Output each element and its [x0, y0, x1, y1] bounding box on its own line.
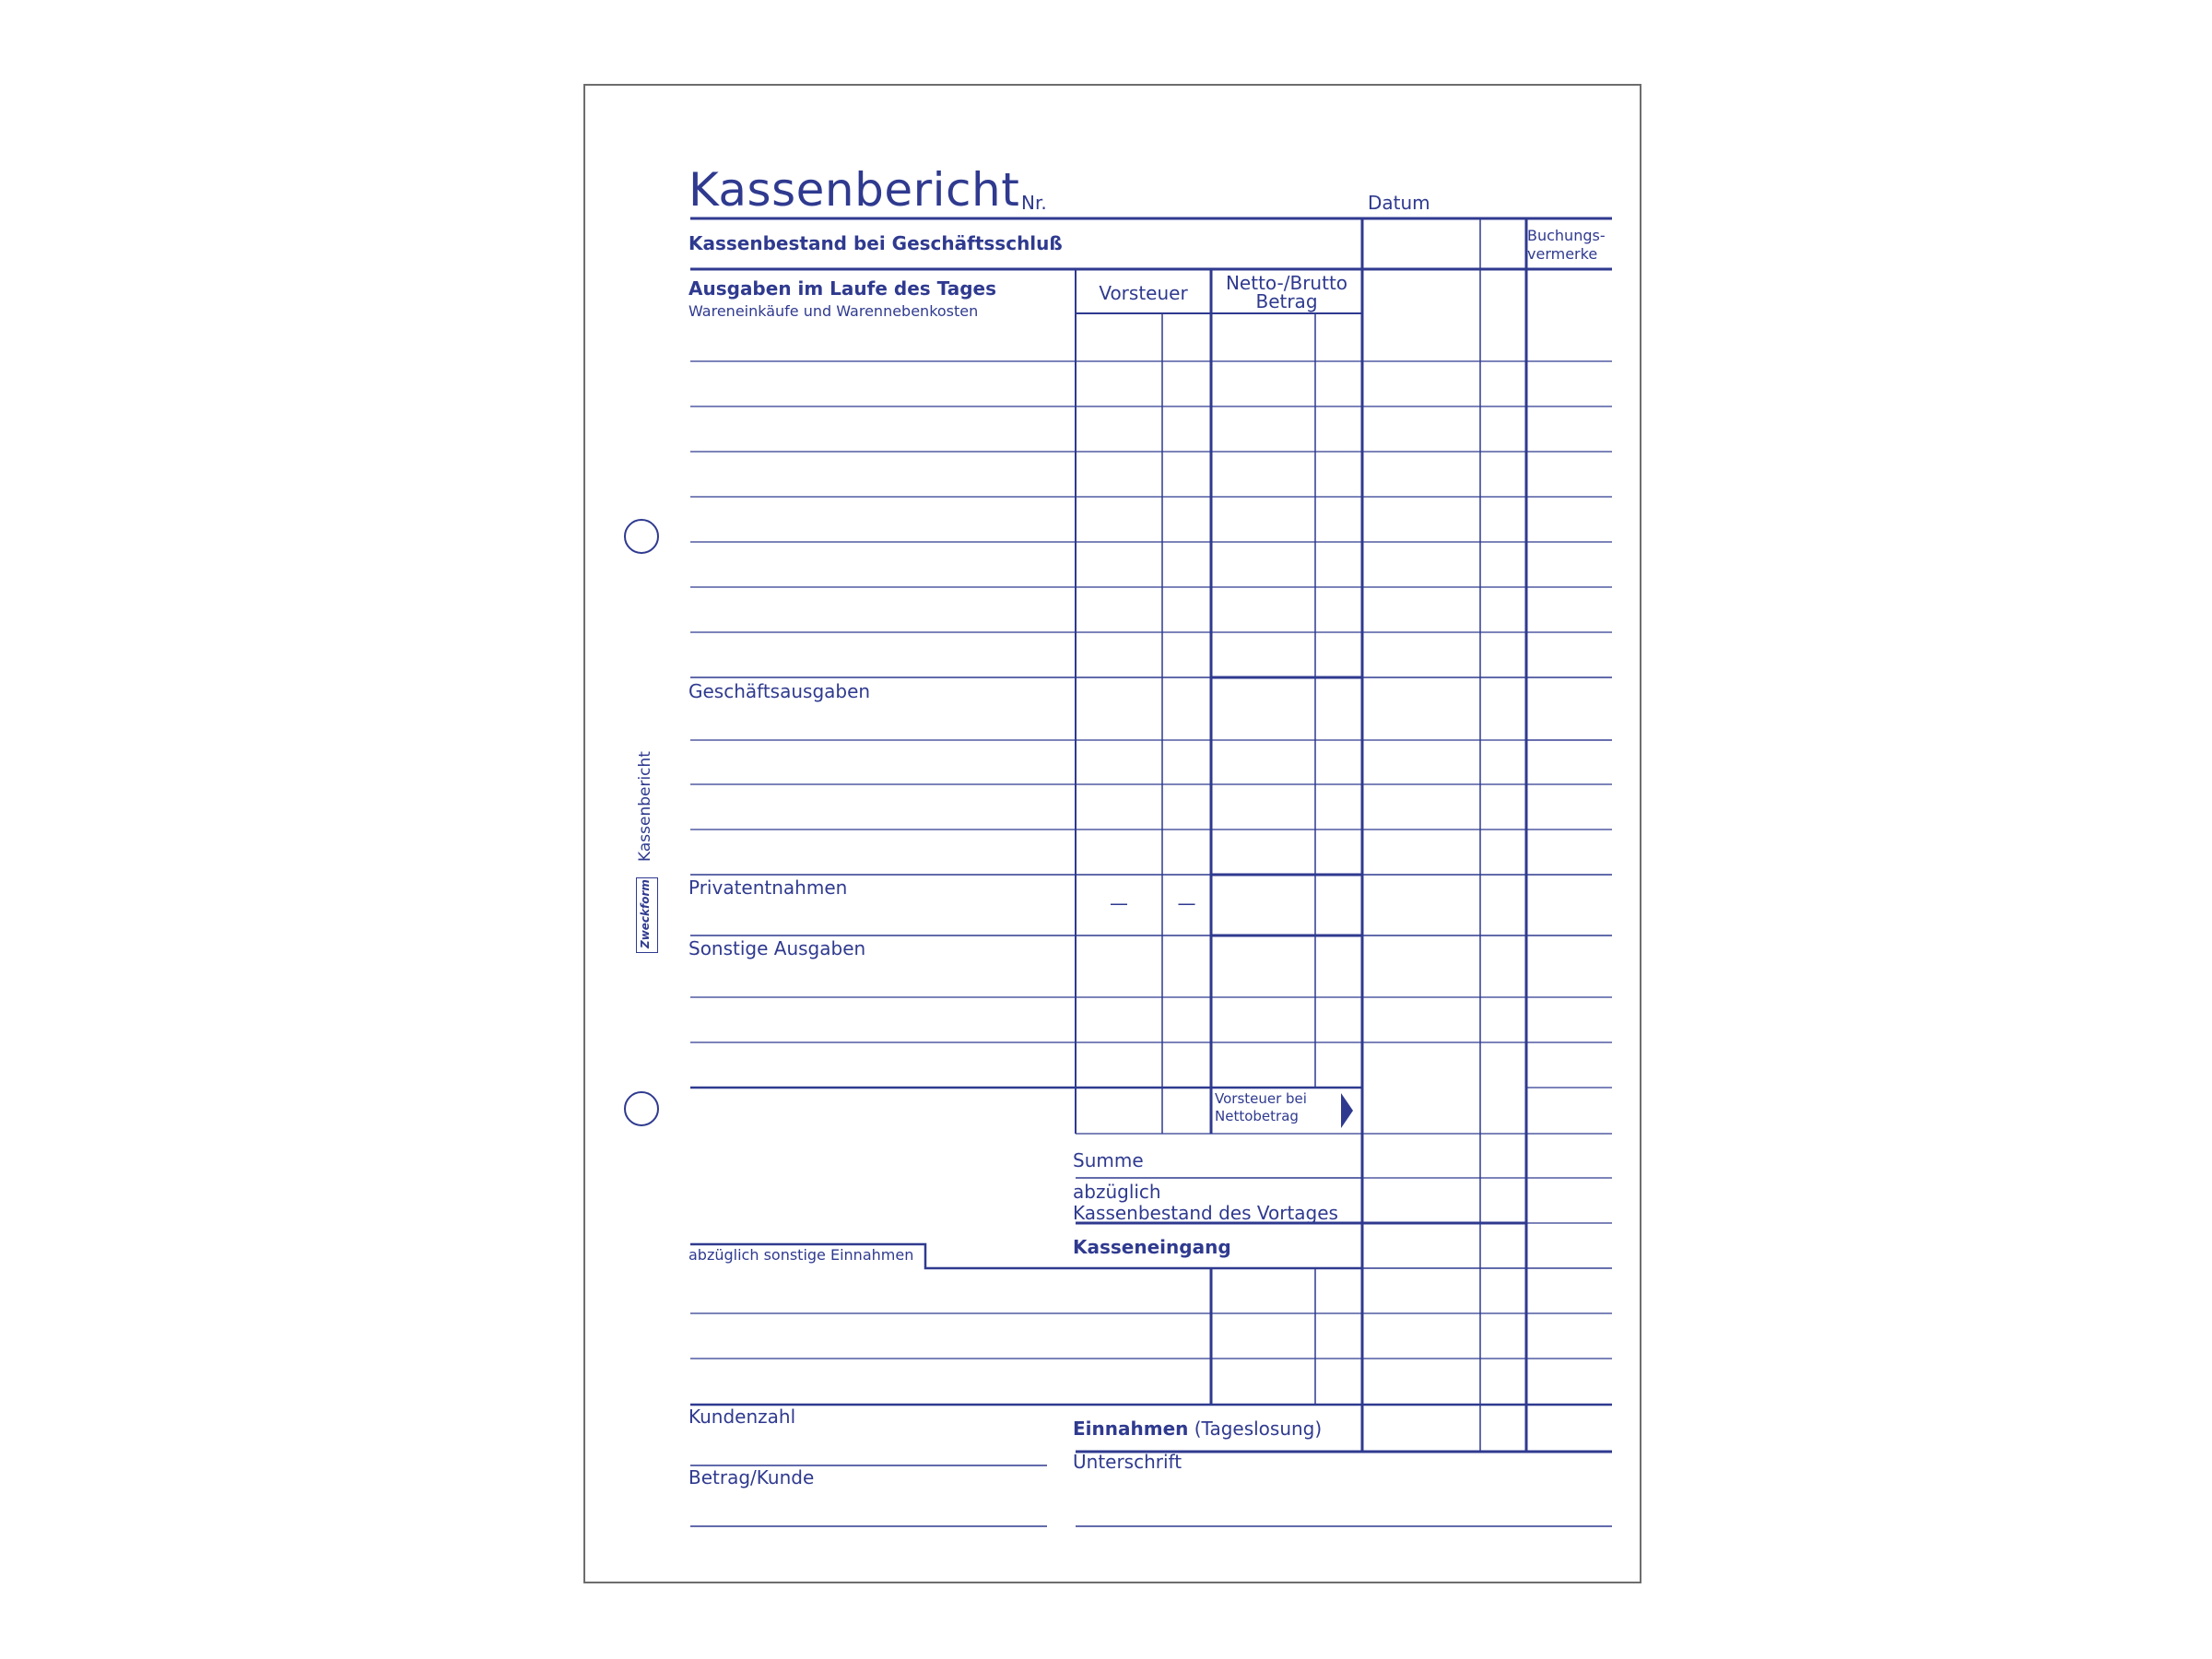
nr-label: Nr.: [1021, 192, 1047, 214]
brand-logo: Zweckform: [636, 877, 658, 953]
einnahmen-label: Einnahmen (Tageslosung): [1073, 1418, 1323, 1440]
kasseneingang-label: Kasseneingang: [1073, 1236, 1231, 1258]
betrag-kunde-label: Betrag/Kunde: [688, 1466, 815, 1488]
vorsteuer-header: Vorsteuer: [1099, 282, 1188, 304]
sonstige-ausgaben-label: Sonstige Ausgaben: [688, 937, 866, 959]
ausgaben-subheading: Wareneinkäufe und Warennebenkosten: [688, 302, 979, 320]
ausgaben-heading: Ausgaben im Laufe des Tages: [688, 277, 996, 300]
form-title: Kassenbericht: [688, 163, 1020, 217]
kassenbestand-schluss-label: Kassenbestand bei Geschäftsschluß: [688, 232, 1063, 254]
punch-hole-icon: [624, 1091, 659, 1126]
buchungsvermerke-label: Buchungs- vermerke: [1527, 227, 1606, 263]
unterschrift-label: Unterschrift: [1073, 1451, 1182, 1473]
abzueglich-sonstige-label: abzüglich sonstige Einnahmen: [688, 1246, 914, 1264]
vorsteuer-netto-label: Vorsteuer bei Nettobetrag: [1215, 1090, 1307, 1124]
punch-hole-icon: [624, 519, 659, 554]
netto-brutto-header: Netto-/Brutto Betrag: [1225, 272, 1348, 312]
geschaeftsausgaben-label: Geschäftsausgaben: [688, 680, 871, 702]
privatentnahmen-label: Privatentnahmen: [688, 877, 848, 899]
kundenzahl-label: Kundenzahl: [688, 1406, 796, 1428]
arrow-icon: [1341, 1093, 1353, 1128]
summe-label: Summe: [1073, 1149, 1144, 1171]
datum-label: Datum: [1368, 192, 1430, 214]
abzueglich-vortag-label: abzüglich Kassenbestand des Vortages: [1073, 1181, 1338, 1224]
privatentnahmen-dash: —: [1177, 892, 1196, 914]
side-title: Kassenbericht: [636, 751, 654, 862]
privatentnahmen-dash: —: [1110, 892, 1128, 914]
